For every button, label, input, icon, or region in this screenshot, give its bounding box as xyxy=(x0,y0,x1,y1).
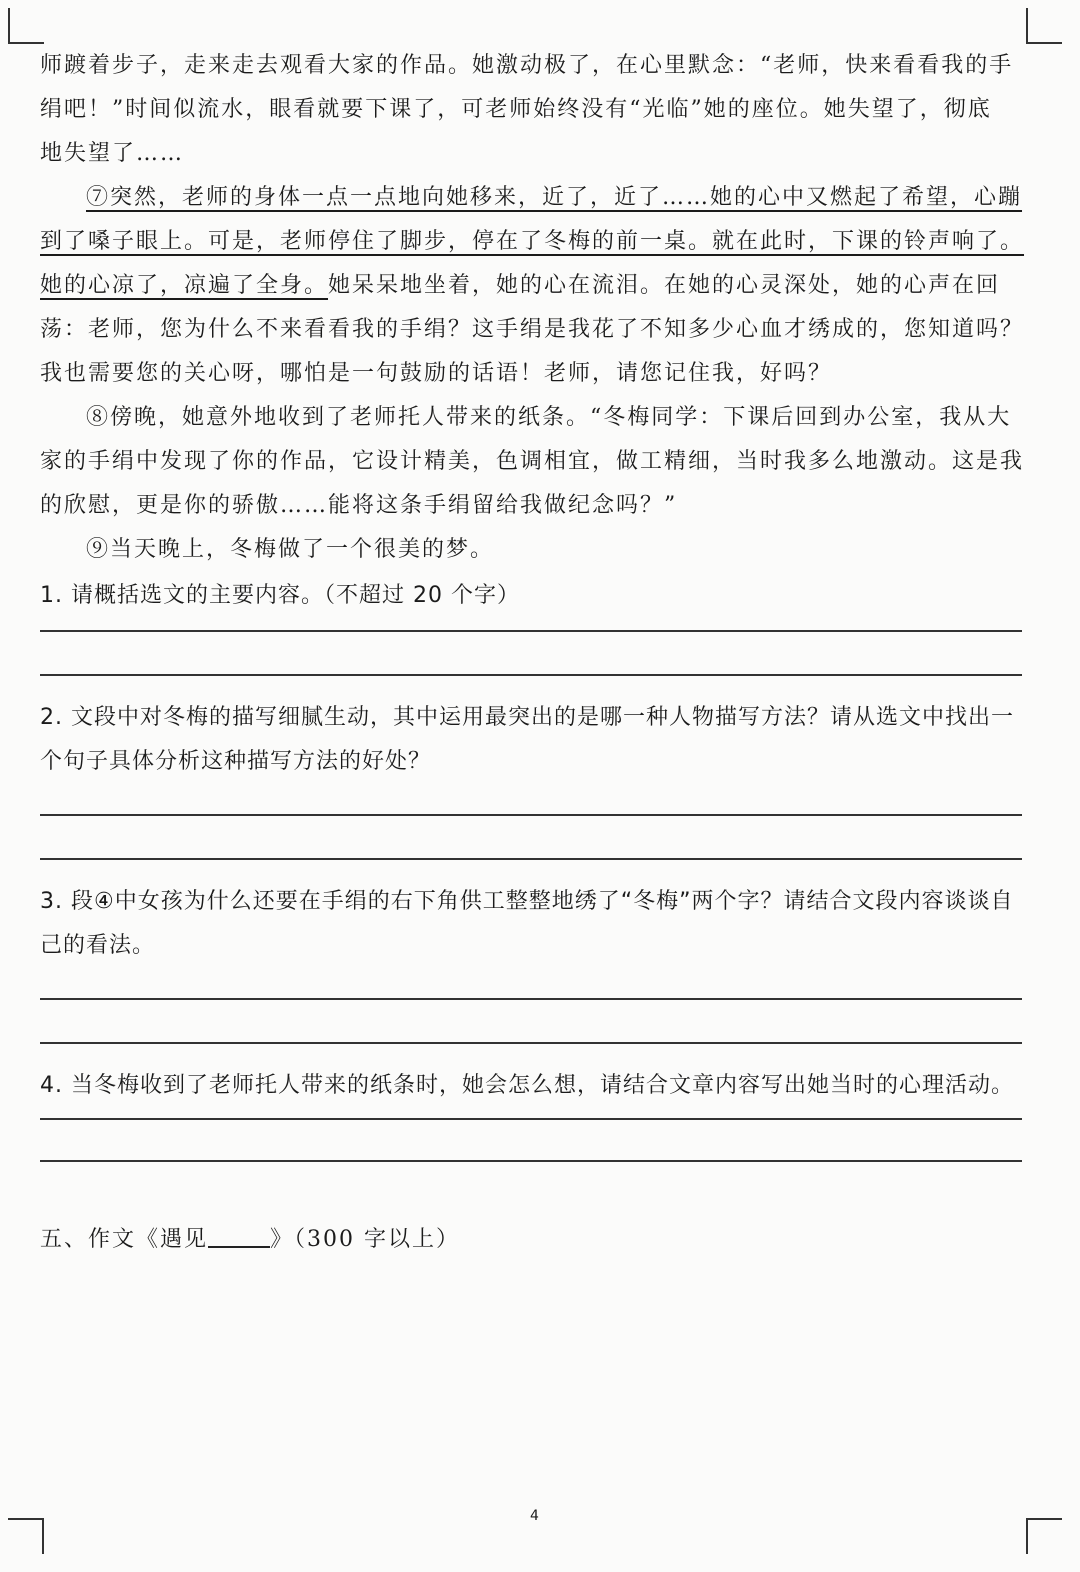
paragraph-9: ⑨当天晚上，冬梅做了一个很美的梦。 xyxy=(86,537,495,562)
question-4: 4. 当冬梅收到了老师托人带来的纸条时，她会怎么想，请结合文章内容写出她当时的心理活动。 xyxy=(40,1073,1014,1098)
composition-title-blank[interactable] xyxy=(208,1224,270,1248)
composition-suffix: 》（300 字以上） xyxy=(270,1227,461,1252)
answer-line[interactable] xyxy=(40,630,1022,632)
paragraph-6-tail xyxy=(40,44,1026,176)
composition-prompt xyxy=(40,1218,1026,1262)
paragraph-8: ⑧傍晚，她意外地收到了老师托人带来的纸条。“冬梅同学：下课后回到办公室，我从大家的手绢中发现了你的作品，它设计精美，色调相宜，做工精细，当时我多么地激动。这是我的欣慰，更是你的骄傲……能将这条手绢留给我做纪念吗？” xyxy=(40,405,1025,518)
crop-mark-top-right xyxy=(1026,8,1062,44)
answer-line[interactable] xyxy=(40,674,1022,676)
answer-line[interactable] xyxy=(40,1118,1022,1120)
composition-prefix: 五、作文《遇见 xyxy=(40,1227,209,1252)
question-1: 1. 请概括选文的主要内容。（不超过 20 个字） xyxy=(40,583,520,608)
question-3: 3. 段④中女孩为什么还要在手绢的右下角供工整整地绣了“冬梅”两个字？请结合文段内容谈谈自己的看法。 xyxy=(40,889,1014,958)
question-2: 2. 文段中对冬梅的描写细腻生动，其中运用最突出的是哪一种人物描写方法？请从选文中找出一个句子具体分析这种描写方法的好处？ xyxy=(40,705,1014,774)
crop-mark-bottom-left xyxy=(8,1518,44,1554)
exam-page xyxy=(40,44,1026,1284)
answer-lines-1 xyxy=(40,630,1026,676)
paragraph-7 xyxy=(40,176,1026,396)
underlined-passage: ⑦突然，老师的身体一点一点地向她移来，近了，近了……她的心中又燃起了希望，心蹦到了嗓子眼上。可是，老师停住了脚步，停在了冬梅的前一桌。就在此时，下课的铃声响了。她的心凉了，凉遍了全身。 xyxy=(40,185,1025,298)
answer-line[interactable] xyxy=(40,998,1022,1000)
answer-lines-4 xyxy=(40,1118,1026,1162)
answer-lines-2 xyxy=(40,814,1026,860)
answer-line[interactable] xyxy=(40,1160,1022,1162)
p6-line-3: 地失望了…… xyxy=(40,141,185,166)
crop-mark-bottom-right xyxy=(1026,1518,1062,1554)
paragraph-7-rest: 她呆呆地坐着，她的心在流泪。在她的心灵深处，她的心声在回荡：老师，您为什么不来看看我的手绢？这手绢是我花了不知多少心血才绣成的，您知道吗？我也需要您的关心呀，哪怕是一句鼓励的话语！老师，请您记住我，好吗？ xyxy=(40,273,1025,386)
page-number: 4 xyxy=(530,1508,539,1524)
p6-line-2: 绢吧！”时间似流水，眼看就要下课了，可老师始终没有“光临”她的座位。她失望了，彻底 xyxy=(40,97,992,122)
answer-line[interactable] xyxy=(40,858,1022,860)
answer-lines-3 xyxy=(40,998,1026,1044)
p6-line-1: 师踱着步子，走来走去观看大家的作品。她激动极了，在心里默念：“老师，快来看看我的手 xyxy=(40,53,1014,78)
answer-line[interactable] xyxy=(40,814,1022,816)
crop-mark-top-left xyxy=(8,8,44,44)
answer-line[interactable] xyxy=(40,1042,1022,1044)
